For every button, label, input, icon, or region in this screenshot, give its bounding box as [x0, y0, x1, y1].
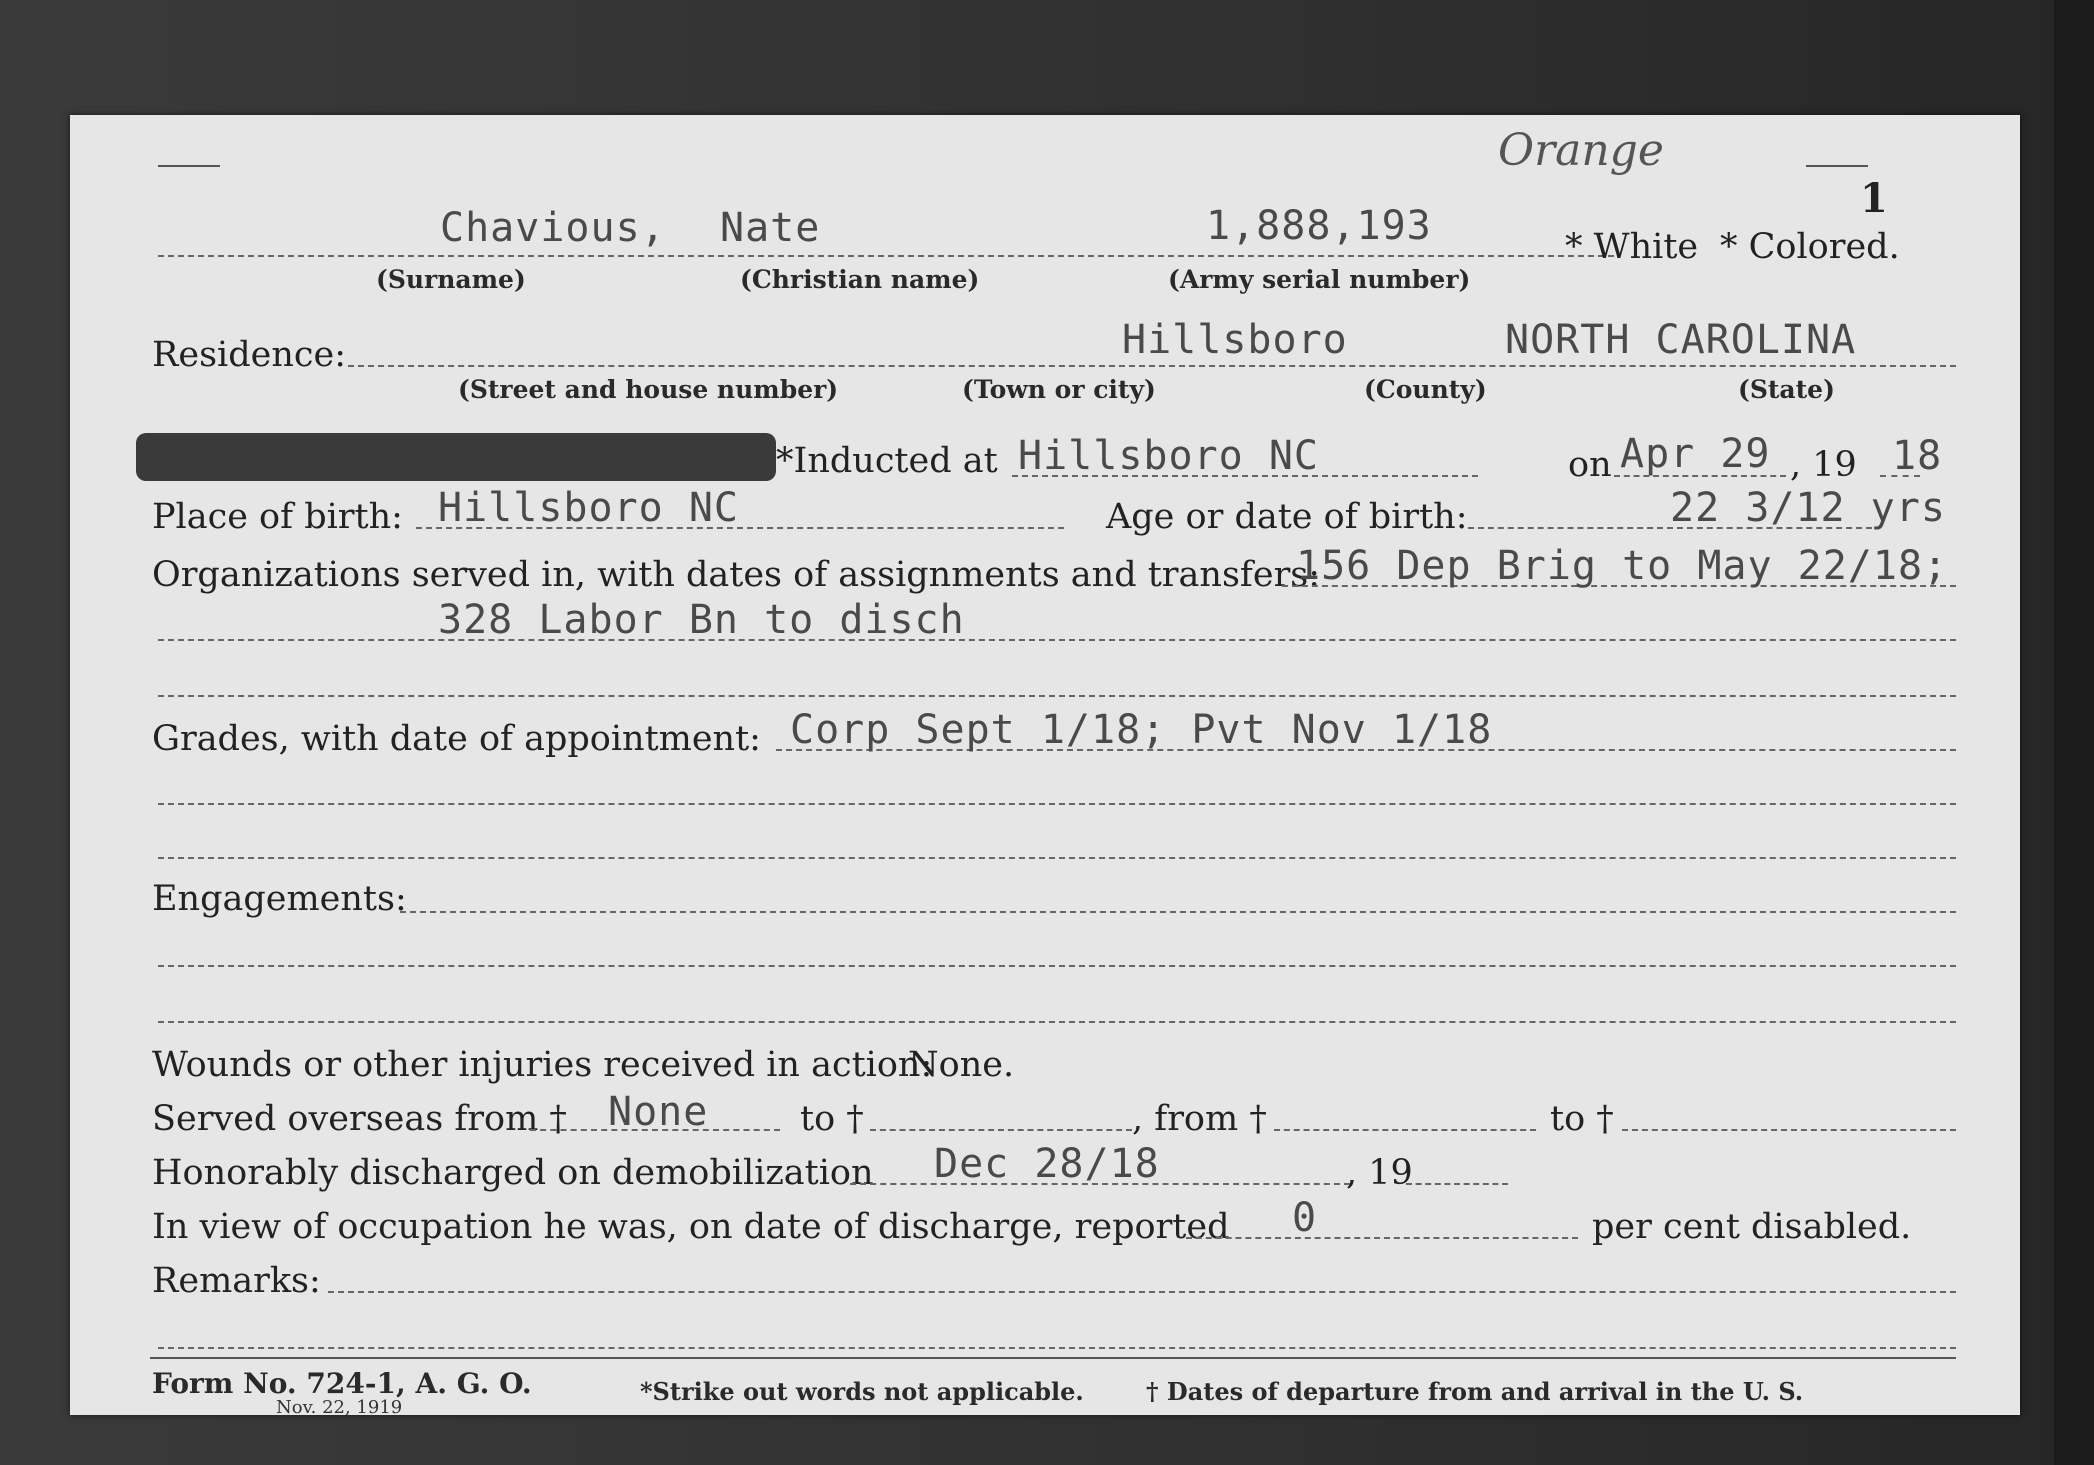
surname-caption: (Surname): [376, 265, 526, 294]
service-record-card: [70, 115, 2020, 1418]
form-number: Form No. 724-1, A. G. O.: [152, 1367, 532, 1400]
overseas-from2-label: , from †: [1132, 1099, 1267, 1139]
county-handwritten-note: Orange: [1498, 125, 1664, 176]
inducted-at-value: Hillsboro NC: [1018, 433, 1319, 479]
form-date: Nov. 22, 1919: [276, 1397, 403, 1418]
state-caption: (State): [1738, 375, 1835, 404]
overseas-to2-label: to †: [1550, 1099, 1614, 1139]
engagements-line-1: [400, 911, 1956, 913]
town-caption: (Town or city): [962, 375, 1156, 404]
disability-value: 0: [1292, 1195, 1318, 1241]
discharge-year-prefix: , 19: [1346, 1153, 1413, 1193]
overseas-to-label: to †: [800, 1099, 864, 1139]
remarks-line-1: [328, 1291, 1956, 1293]
organizations-value-2: 328 Labor Bn to disch: [438, 597, 965, 643]
disability-label: In view of occupation he was, on date of discharge, reported: [152, 1207, 1230, 1247]
served-overseas-label: Served overseas from †: [152, 1099, 567, 1139]
footer-rule: [150, 1357, 1956, 1359]
inducted-date-value: Apr 29: [1620, 431, 1771, 477]
grades-line-3: [158, 857, 1956, 859]
residence-line: [348, 365, 1956, 367]
serial-number-value: 1,888,193: [1206, 203, 1432, 249]
redacted-enlisted-text: [136, 433, 776, 481]
organizations-line-2: [158, 639, 1956, 641]
card-number: 1: [1860, 175, 1888, 222]
strike-out-note: *Strike out words not applicable.: [640, 1377, 1084, 1406]
overseas-to2-line: [1622, 1129, 1956, 1131]
engagements-line-3: [158, 1021, 1956, 1023]
engagements-label: Engagements:: [152, 879, 407, 919]
top-left-rule: [158, 165, 220, 167]
colored-label: * Colored.: [1720, 227, 1900, 267]
county-caption: (County): [1364, 375, 1487, 404]
inducted-year-value: 18: [1892, 433, 1943, 479]
engagements-line-2: [158, 965, 1956, 967]
street-caption: (Street and house number): [458, 375, 839, 404]
disability-line: [1186, 1237, 1578, 1239]
place-of-birth-label: Place of birth:: [152, 497, 403, 537]
organizations-value-1: 156 Dep Brig to May 22/18;: [1296, 543, 1949, 589]
wounds-label: Wounds or other injuries received in action:: [152, 1045, 933, 1085]
residence-label: Residence:: [152, 335, 346, 375]
name-line: [158, 255, 1614, 257]
discharge-year-line: [1406, 1183, 1508, 1185]
inducted-at-label: *Inducted at: [776, 441, 998, 481]
age-value: 22 3/12 yrs: [1670, 485, 1946, 531]
discharge-value: Dec 28/18: [934, 1141, 1160, 1187]
residence-town-value: Hillsboro: [1122, 317, 1348, 363]
disability-suffix: per cent disabled.: [1592, 1207, 1912, 1247]
dates-note: † Dates of departure from and arrival in the U. S.: [1146, 1377, 1804, 1406]
remarks-line-2: [158, 1347, 1956, 1349]
age-label: Age or date of birth:: [1106, 497, 1468, 537]
inducted-year-prefix: , 19: [1790, 445, 1857, 485]
overseas-to-line: [870, 1129, 1132, 1131]
christian-caption: (Christian name): [740, 265, 980, 294]
wounds-value: None.: [908, 1045, 1015, 1085]
top-right-rule: [1806, 165, 1868, 167]
grades-line-2: [158, 803, 1956, 805]
discharge-label: Honorably discharged on demobilization: [152, 1153, 874, 1193]
background-edge: [2054, 0, 2094, 1465]
inducted-on-label: on: [1568, 445, 1612, 485]
remarks-label: Remarks:: [152, 1261, 321, 1301]
surname-value: Chavious,: [440, 205, 666, 251]
residence-state-value: NORTH CAROLINA: [1505, 317, 1857, 363]
organizations-label: Organizations served in, with dates of assignments and transfers:: [152, 555, 1321, 595]
overseas-from2-line: [1274, 1129, 1536, 1131]
place-of-birth-value: Hillsboro NC: [438, 485, 739, 531]
organizations-line-3: [158, 695, 1956, 697]
white-label: * White: [1565, 227, 1699, 267]
grades-value: Corp Sept 1/18; Pvt Nov 1/18: [790, 707, 1493, 753]
overseas-from-value: None: [608, 1089, 709, 1135]
grades-label: Grades, with date of appointment:: [152, 719, 761, 759]
serial-caption: (Army serial number): [1168, 265, 1471, 294]
christian-name-value: Nate: [720, 205, 821, 251]
